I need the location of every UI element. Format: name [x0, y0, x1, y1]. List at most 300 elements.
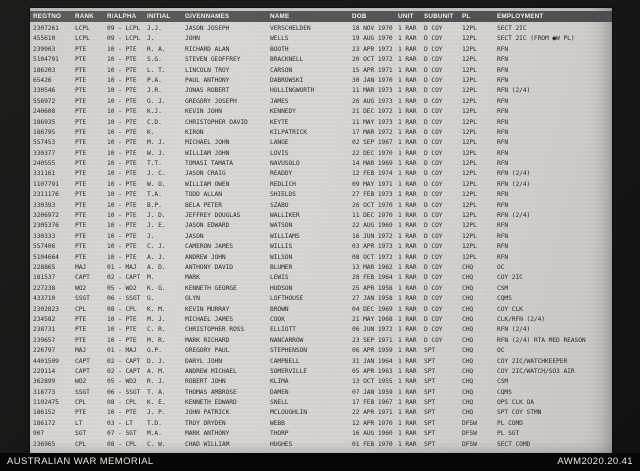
cell-regtno: 2311176	[33, 191, 59, 199]
cell-dob: 11 DEC 1970	[352, 212, 393, 220]
cell-dob: 05 APR 1963	[352, 367, 393, 375]
cell-unit: 1 RAR	[398, 66, 417, 74]
cell-givennames: JOHN	[185, 35, 200, 43]
cell-pl: 12PL	[462, 76, 477, 84]
cell-dob: 17 FEB 1967	[352, 399, 393, 407]
table-row	[33, 128, 608, 138]
cell-regtno: 330546	[33, 87, 56, 95]
cell-subunit: SPT	[424, 378, 436, 386]
cell-regtno: 239657	[33, 336, 56, 344]
cell-initial: W. O.	[147, 180, 166, 188]
cell-unit: 1 RAR	[398, 118, 417, 126]
cell-name: NANCARROW	[270, 336, 304, 344]
table-body	[30, 24, 612, 450]
cell-dob: 25 APR 1958	[352, 284, 393, 292]
cell-employment: SECT COMD	[497, 440, 531, 448]
cell-unit: 1 RAR	[398, 128, 417, 136]
cell-pl: 12PL	[462, 232, 477, 240]
cell-regtno: 556972	[33, 97, 56, 105]
cell-regtno: 330333	[33, 232, 56, 240]
cell-dob: 23 SEP 1971	[352, 336, 393, 344]
cell-employment: COY 2IC/WATCH/SO3 AIR	[497, 367, 575, 375]
cell-unit: 1 RAR	[398, 419, 417, 427]
cell-rank: PTE	[75, 139, 87, 147]
cell-givennames: DARYL JOHN	[185, 357, 222, 365]
table-row	[33, 263, 608, 273]
cell-pl: 12PL	[462, 139, 477, 147]
cell-unit: 1 RAR	[398, 378, 417, 386]
cell-givennames: MICHAEL JOHN	[185, 139, 230, 147]
cell-subunit: D COY	[424, 326, 443, 334]
cell-employment: RFN	[497, 243, 509, 251]
column-header-givennames: GIVENNAMES	[185, 13, 230, 20]
column-header-regtno: REGTNO	[33, 13, 62, 20]
cell-unit: 1 RAR	[398, 399, 417, 407]
table-row	[33, 107, 608, 117]
table-row	[33, 388, 608, 398]
cell-givennames: PAUL ANTHONY	[185, 76, 230, 84]
cell-rank: PTE	[75, 76, 87, 84]
cell-dob: 06 APR 1959	[352, 347, 393, 355]
table-row	[33, 34, 608, 44]
cell-pl: DFSW	[462, 440, 477, 448]
cell-dob: 21 DEC 1972	[352, 108, 393, 116]
table-row	[33, 253, 608, 263]
cell-employment: RFN	[497, 128, 509, 136]
cell-pl: 12PL	[462, 201, 477, 209]
cell-ralpha: 10 - PTE	[107, 149, 137, 157]
table-row	[33, 367, 608, 377]
cell-unit: 1 RAR	[398, 180, 417, 188]
cell-employment: CQMS	[497, 388, 512, 396]
cell-employment: RFN (2/4)	[497, 180, 531, 188]
cell-regtno: 362899	[33, 378, 56, 386]
cell-subunit: D COY	[424, 212, 443, 220]
cell-unit: 1 RAR	[398, 108, 417, 116]
cell-rank: MAJ	[75, 347, 87, 355]
table-row	[33, 45, 608, 55]
table-row	[33, 315, 608, 325]
cell-rank: PTE	[75, 201, 87, 209]
cell-unit: 1 RAR	[398, 326, 417, 334]
cell-initial: M. J.	[147, 139, 166, 147]
cell-initial: T.A.	[147, 191, 162, 199]
table-row	[33, 242, 608, 252]
cell-name: KILPATRICK	[270, 128, 307, 136]
column-header-pl: PL	[462, 13, 471, 20]
cell-rank: PTE	[75, 180, 87, 188]
cell-unit: 1 RAR	[398, 191, 417, 199]
cell-ralpha: 10 - PTE	[107, 87, 137, 95]
cell-unit: 1 RAR	[398, 160, 417, 168]
cell-pl: 12PL	[462, 118, 477, 126]
archive-label: AUSTRALIAN WAR MEMORIAL	[7, 456, 154, 467]
cell-subunit: D COY	[424, 263, 443, 271]
table-row	[33, 211, 608, 221]
cell-subunit: SPT	[424, 347, 436, 355]
cell-ralpha: 10 - PTE	[107, 201, 137, 209]
cell-ralpha: 10 - PTE	[107, 315, 137, 323]
cell-initial: D. J.	[147, 357, 166, 365]
cell-unit: 1 RAR	[398, 284, 417, 292]
cell-dob: 19 AUG 1970	[352, 35, 393, 43]
cell-initial: A. J.	[147, 253, 166, 261]
cell-name: KENNEDY	[270, 108, 296, 116]
cell-givennames: RICHARD ALAN	[185, 45, 230, 53]
cell-rank: LCPL	[75, 35, 90, 43]
table-row	[33, 201, 608, 211]
cell-subunit: D COY	[424, 170, 443, 178]
cell-subunit: D COY	[424, 56, 443, 64]
cell-name: VERSCHELDEN	[270, 25, 311, 32]
caption-bar	[0, 453, 640, 471]
table-row	[33, 24, 608, 34]
cell-rank: PTE	[75, 253, 87, 261]
cell-givennames: STEVEN GEOFFREY	[185, 56, 241, 64]
cell-rank: PTE	[75, 243, 87, 251]
cell-ralpha: 10 - PTE	[107, 326, 137, 334]
cell-employment: OC	[497, 263, 505, 271]
cell-subunit: D COY	[424, 201, 443, 209]
cell-name: KEYTE	[270, 118, 289, 126]
cell-initial: C. R.	[147, 326, 166, 334]
cell-dob: 17 MAR 1972	[352, 128, 393, 136]
cell-givennames: TODD ALLAN	[185, 191, 222, 199]
cell-name: HUGHES	[270, 440, 293, 448]
cell-pl: CHQ	[462, 388, 474, 396]
cell-regtno: 4401509	[33, 357, 59, 365]
cell-ralpha: 06 - SSGT	[107, 388, 141, 396]
cell-pl: 12PL	[462, 170, 477, 178]
cell-name: CARSON	[270, 66, 293, 74]
cell-dob: 11 MAR 1973	[352, 87, 393, 95]
table-row	[33, 138, 608, 148]
cell-pl: CHQ	[462, 305, 474, 313]
cell-unit: 1 RAR	[398, 367, 417, 375]
column-header-employment: EMPLOYMENT	[497, 13, 544, 20]
cell-name: BROWN	[270, 305, 289, 313]
cell-ralpha: 10 - PTE	[107, 232, 137, 240]
cell-rank: SSGT	[75, 295, 90, 303]
cell-name: STEPHENSON	[270, 347, 307, 355]
cell-employment: RFN	[497, 139, 509, 147]
cell-pl: 12PL	[462, 66, 477, 74]
cell-pl: CHQ	[462, 315, 474, 323]
cell-rank: PTE	[75, 336, 87, 344]
cell-regtno: 181537	[33, 274, 56, 282]
cell-initial: J.	[147, 232, 155, 240]
table-row	[33, 294, 608, 304]
cell-unit: 1 RAR	[398, 56, 417, 64]
cell-pl: 12PL	[462, 97, 477, 105]
cell-subunit: D COY	[424, 35, 443, 43]
table-row	[33, 221, 608, 231]
cell-subunit: D COY	[424, 222, 443, 230]
cell-rank: SSGT	[75, 388, 90, 396]
cell-name: WELLS	[270, 35, 289, 43]
cell-givennames: CHAD WILLIAM	[185, 440, 230, 448]
cell-unit: 1 RAR	[398, 295, 417, 303]
cell-ralpha: 10 - PTE	[107, 170, 137, 178]
cell-ralpha: 10 - PTE	[107, 191, 137, 199]
table-row	[33, 97, 608, 107]
cell-unit: 1 RAR	[398, 97, 417, 105]
cell-subunit: D COY	[424, 149, 443, 157]
cell-employment: RFN (2/4) RTA MED REASON	[497, 336, 586, 344]
cell-initial: K.	[147, 128, 155, 136]
cell-givennames: ROBERT JOHN	[185, 378, 226, 386]
cell-name: MCLOUGHLIN	[270, 409, 307, 417]
cell-subunit: D COY	[424, 128, 443, 136]
cell-name: THORP	[270, 430, 289, 438]
cell-name: LANGE	[270, 139, 289, 147]
cell-regtno: 330377	[33, 149, 56, 157]
cell-dob: 22 AUG 1969	[352, 222, 393, 230]
cell-dob: 02 SEP 1967	[352, 139, 393, 147]
column-header-dob: DOB	[352, 13, 367, 20]
cell-givennames: GLYN	[185, 295, 200, 303]
table-row	[33, 180, 608, 190]
cell-ralpha: 10 - PTE	[107, 76, 137, 84]
cell-rank: LCPL	[75, 25, 90, 32]
cell-dob: 11 MAY 1973	[352, 118, 393, 126]
cell-unit: 1 RAR	[398, 35, 417, 43]
cell-givennames: JONAS ROBERT	[185, 87, 230, 95]
cell-pl: DFSW	[462, 419, 477, 427]
cell-employment: OC	[497, 347, 505, 355]
cell-dob: 21 MAY 1968	[352, 315, 393, 323]
cell-subunit: D COY	[424, 295, 443, 303]
cell-name: WEBB	[270, 419, 285, 427]
cell-regtno: 433710	[33, 295, 56, 303]
cell-regtno: 238731	[33, 326, 56, 334]
cell-initial: M. J.	[147, 315, 166, 323]
cell-givennames: GREGORY JOSEPH	[185, 97, 237, 105]
table-row	[33, 419, 608, 429]
cell-name: SNELL	[270, 399, 289, 407]
cell-rank: PTE	[75, 66, 87, 74]
cell-subunit: D COY	[424, 284, 443, 292]
table-row	[33, 284, 608, 294]
cell-employment: RFN (2/4)	[497, 326, 531, 334]
cell-rank: PTE	[75, 56, 87, 64]
cell-dob: 13 MAR 1962	[352, 263, 393, 271]
cell-pl: CHQ	[462, 284, 474, 292]
cell-employment: RFN	[497, 45, 509, 53]
cell-ralpha: 10 - PTE	[107, 66, 137, 74]
cell-subunit: D COY	[424, 315, 443, 323]
cell-rank: CPL	[75, 440, 87, 448]
cell-ralpha: 10 - PTE	[107, 56, 137, 64]
cell-name: READDY	[270, 170, 293, 178]
column-header-unit: UNIT	[398, 13, 414, 20]
cell-name: HOLLINGWORTH	[270, 87, 315, 95]
cell-initial: J.J.	[147, 25, 162, 32]
cell-regtno: 65426	[33, 76, 52, 84]
cell-pl: 12PL	[462, 149, 477, 157]
cell-pl: CHQ	[462, 326, 474, 334]
cell-ralpha: 10 - PTE	[107, 222, 137, 230]
cell-subunit: SPT	[424, 367, 436, 375]
cell-employment: CQMS	[497, 295, 512, 303]
cell-pl: CHQ	[462, 347, 474, 355]
cell-ralpha: 10 - PTE	[107, 180, 137, 188]
cell-givennames: WILLIAM JOHN	[185, 149, 230, 157]
cell-ralpha: 02 - CAPT	[107, 357, 141, 365]
cell-dob: 27 FEB 1973	[352, 191, 393, 199]
cell-rank: SGT	[75, 430, 87, 438]
cell-unit: 1 RAR	[398, 274, 417, 282]
cell-dob: 09 MAY 1971	[352, 180, 393, 188]
cell-rank: PTE	[75, 160, 87, 168]
cell-regtno: 455610	[33, 35, 56, 43]
cell-unit: 1 RAR	[398, 149, 417, 157]
cell-rank: PTE	[75, 170, 87, 178]
cell-rank: PTE	[75, 222, 87, 230]
cell-dob: 26 AUG 1973	[352, 97, 393, 105]
cell-subunit: D COY	[424, 76, 443, 84]
cell-unit: 1 RAR	[398, 388, 417, 396]
cell-dob: 22 APR 1971	[352, 409, 393, 417]
cell-rank: PTE	[75, 97, 87, 105]
cell-pl: 12PL	[462, 243, 477, 251]
cell-unit: 1 RAR	[398, 409, 417, 417]
cell-initial: L. T.	[147, 66, 166, 74]
cell-unit: 1 RAR	[398, 430, 417, 438]
cell-employment: CSM	[497, 378, 509, 386]
cell-initial: R. J.	[147, 378, 166, 386]
cell-initial: G.P.	[147, 347, 162, 355]
cell-ralpha: 10 - PTE	[107, 45, 137, 53]
cell-pl: CHQ	[462, 357, 474, 365]
cell-employment: RFN	[497, 97, 509, 105]
cell-name: ELLIOTT	[270, 326, 296, 334]
cell-dob: 07 JAN 1959	[352, 388, 393, 396]
cell-initial: C.D.	[147, 118, 162, 126]
cell-initial: T. A.	[147, 388, 166, 396]
cell-name: LOVIS	[270, 149, 289, 157]
cell-pl: 12PL	[462, 212, 477, 220]
cell-givennames: KENNETH GEORGE	[185, 284, 237, 292]
cell-unit: 1 RAR	[398, 440, 417, 448]
cell-subunit: D COY	[424, 118, 443, 126]
cell-unit: 1 RAR	[398, 253, 417, 261]
cell-regtno: 186935	[33, 118, 56, 126]
table-row	[33, 190, 608, 200]
cell-dob: 15 APR 1971	[352, 66, 393, 74]
cell-subunit: D COY	[424, 191, 443, 199]
cell-dob: 28 FEB 1964	[352, 274, 393, 282]
cell-rank: MAJ	[75, 263, 87, 271]
cell-regtno: 226797	[33, 347, 56, 355]
cell-initial: J. C.	[147, 170, 166, 178]
cell-name: BRACKNELL	[270, 56, 304, 64]
cell-subunit: D COY	[424, 139, 443, 147]
cell-initial: T.T.	[147, 160, 162, 168]
cell-name: SHIELDS	[270, 191, 296, 199]
cell-ralpha: 10 - PTE	[107, 253, 137, 261]
cell-ralpha: 01 - MAJ	[107, 263, 137, 271]
cell-unit: 1 RAR	[398, 45, 417, 53]
cell-givennames: JASON EDWARD	[185, 222, 230, 230]
cell-rank: PTE	[75, 149, 87, 157]
cell-ralpha: 02 - CAPT	[107, 367, 141, 375]
cell-givennames: TOMASI TAMATA	[185, 160, 233, 168]
cell-givennames: KEVIN MURRAY	[185, 305, 230, 313]
cell-initial: G.	[147, 295, 155, 303]
cell-pl: 12PL	[462, 25, 477, 32]
cell-ralpha: 10 - PTE	[107, 212, 137, 220]
cell-ralpha: 10 - PTE	[107, 128, 137, 136]
cell-givennames: WILLIAM OWEN	[185, 180, 230, 188]
cell-dob: 31 JAN 1964	[352, 357, 393, 365]
cell-ralpha: 10 - PTE	[107, 139, 137, 147]
cell-pl: CHQ	[462, 295, 474, 303]
cell-regtno: 239003	[33, 45, 56, 53]
cell-rank: CPL	[75, 399, 87, 407]
cell-initial: J.R.	[147, 87, 162, 95]
cell-ralpha: 06 - SSGT	[107, 295, 141, 303]
cell-unit: 1 RAR	[398, 336, 417, 344]
cell-name: LEWIS	[270, 274, 289, 282]
cell-subunit: D COY	[424, 25, 443, 32]
cell-initial: K. M.	[147, 305, 166, 313]
cell-subunit: SPT	[424, 419, 436, 427]
cell-rank: LT	[75, 419, 83, 427]
cell-regtno: 234582	[33, 315, 56, 323]
cell-givennames: KEVIN JOHN	[185, 108, 222, 116]
cell-dob: 22 DEC 1970	[352, 149, 393, 157]
column-header-name: NAME	[270, 13, 290, 20]
cell-givennames: MARK RICHARD	[185, 336, 230, 344]
cell-regtno: 331161	[33, 170, 56, 178]
cell-regtno: 186152	[33, 409, 56, 417]
cell-ralpha: 10 - PTE	[107, 336, 137, 344]
table-row	[33, 149, 608, 159]
cell-employment: COY 2IC/WATCHKEEPER	[497, 357, 568, 365]
cell-name: DAMEN	[270, 388, 289, 396]
cell-name: LOFTHOUSE	[270, 295, 304, 303]
cell-employment: RFN	[497, 232, 509, 240]
cell-employment: RFN	[497, 76, 509, 84]
cell-givennames: KENNETH EDWARD	[185, 399, 237, 407]
cell-employment: PL COMD	[497, 419, 523, 427]
cell-rank: PTE	[75, 232, 87, 240]
cell-pl: 12PL	[462, 253, 477, 261]
cell-name: WILLIAMS	[270, 232, 300, 240]
cell-subunit: D COY	[424, 160, 443, 168]
cell-regtno: 229114	[33, 367, 56, 375]
cell-ralpha: 10 - PTE	[107, 243, 137, 251]
table-row	[33, 377, 608, 387]
cell-dob: 16 AUG 1960	[352, 430, 393, 438]
table-row	[33, 66, 608, 76]
cell-name: WILSON	[270, 253, 293, 261]
cell-ralpha: 09 - LCPL	[107, 25, 141, 32]
cell-ralpha: 10 - PTE	[107, 97, 137, 105]
cell-name: REDLICH	[270, 180, 296, 188]
cell-regtno: 236965	[33, 440, 56, 448]
cell-subunit: D COY	[424, 232, 443, 240]
cell-regtno: 330393	[33, 201, 56, 209]
cell-unit: 1 RAR	[398, 212, 417, 220]
table-row	[33, 118, 608, 128]
cell-regtno: 3206972	[33, 212, 59, 220]
cell-dob: 13 OCT 1955	[352, 378, 393, 386]
cell-pl: CHQ	[462, 367, 474, 375]
cell-unit: 1 RAR	[398, 139, 417, 147]
cell-givennames: TROY DRYDEN	[185, 419, 226, 427]
